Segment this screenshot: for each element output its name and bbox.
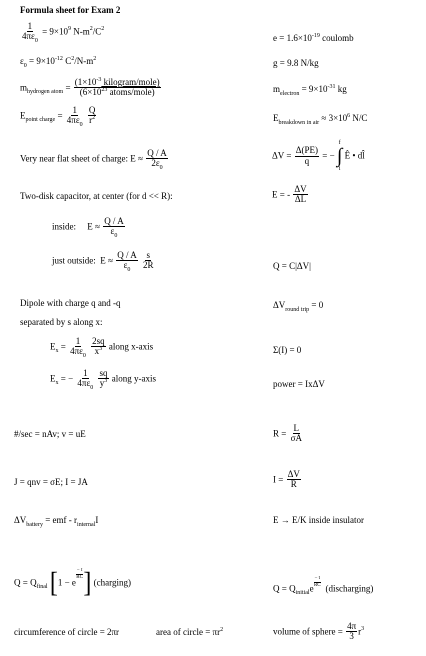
insulator-field: E → E/K inside insulator bbox=[273, 515, 364, 525]
current-density: J = qnv = σE; I = JA bbox=[14, 477, 88, 487]
dipole-field-x: $E_x$ = $\frac{1}{4\pi\varepsilon_0}$ $\frac{2sq}{x^3}$ along x-axis bbox=[50, 336, 154, 360]
rc-charging: $Q = Q_{final}$ [1 − e $^{\frac{- t}{RC}}$ ] (charging) bbox=[14, 567, 131, 599]
hydrogen-mass: $m_{hydrogen atom}$ = $\frac{(1\times 10^{-3} kilogram/mole)}{(6\times 10^{23} atoms/mole)}$ bbox=[20, 77, 160, 98]
rc-discharging: $Q = Q_{initial}e$ $^{\frac{- t}{RC}}$ (discharging) bbox=[273, 576, 374, 596]
sphere-volume: volume of sphere = $\frac{4\pi}{3}$ $r^3$ bbox=[273, 621, 365, 642]
electron-mass: $m_{electron} = 9\times 10^{-31}$ kg bbox=[273, 84, 347, 97]
electron-charge: $e = 1.6\times 10^{-19}$ coulomb bbox=[273, 33, 354, 43]
point-charge-field: $E_{point charge}$ = $\frac{1}{4\pi\varepsilon_0}$ $\frac{Q}{r^2}$ bbox=[20, 105, 96, 129]
capacitor-outside: just outside: E ≈ $\frac{Q / A}{\varepsilon_0}$ $\frac{s}{2R}$ bbox=[52, 250, 154, 274]
dipole-subheading: separated by s along x: bbox=[20, 317, 103, 327]
capacitance-relation: Q = C|ΔV| bbox=[273, 261, 311, 271]
area-formula: area of circle = $\pi r^2$ bbox=[156, 627, 224, 637]
dipole-heading: Dipole with charge q and -q bbox=[20, 298, 121, 308]
flat-sheet-field: Very near flat sheet of charge: E ≈ $\frac{Q / A}{2\varepsilon_0}$ bbox=[20, 148, 167, 172]
field-from-potential: E = - $\frac{\Delta V}{\Delta L}$ bbox=[272, 184, 307, 205]
capacitor-inside: inside: E ≈ $\frac{Q / A}{\varepsilon_0}$ bbox=[52, 216, 124, 240]
epsilon-zero: $\varepsilon_0 = 9\times 10^{-12}$ $C^2/N-m^2$ bbox=[20, 56, 97, 69]
power-formula: power = IxΔV bbox=[273, 379, 325, 389]
gravity-constant: g = 9.8 N/kg bbox=[273, 58, 319, 68]
circumference-formula: circumference of circle = 2πr bbox=[14, 627, 120, 637]
potential-difference: ΔV = $\frac{\Delta(PE)}{q}$ = − f ∫ i Ê • dl̂ bbox=[272, 140, 365, 172]
electron-rate: #/sec = nAv; v = uE bbox=[14, 429, 86, 439]
breakdown-field: $E_{breakdown in air} \approx 3\times 10^6$ N/C bbox=[273, 113, 368, 126]
resistance-formula: R = $\frac{L}{\sigma A}$ bbox=[273, 423, 302, 444]
battery-voltage: $\Delta V_{battery}$ = emf - $r_{internal}I$ bbox=[14, 515, 99, 528]
capacitor-heading: Two-disk capacitor, at center (for d << R): bbox=[20, 191, 173, 201]
round-trip-loop: $\Delta V_{round trip} = 0$ bbox=[273, 300, 324, 313]
page-title: Formula sheet for Exam 2 bbox=[20, 5, 121, 15]
ohms-law: I = $\frac{\Delta V}{R}$ bbox=[273, 469, 300, 490]
dipole-field-y: $E_x$ = − $\frac{1}{4\pi\varepsilon_0}$ $\frac{sq}{y^3}$ along y-axis bbox=[50, 368, 156, 392]
kirchhoff-node: Σ(I) = 0 bbox=[273, 345, 302, 355]
coulomb-constant: $\frac{1}{4\pi\varepsilon_0}$ = $9\times 10^9$ $N-m^2/C^2$ bbox=[22, 21, 105, 45]
